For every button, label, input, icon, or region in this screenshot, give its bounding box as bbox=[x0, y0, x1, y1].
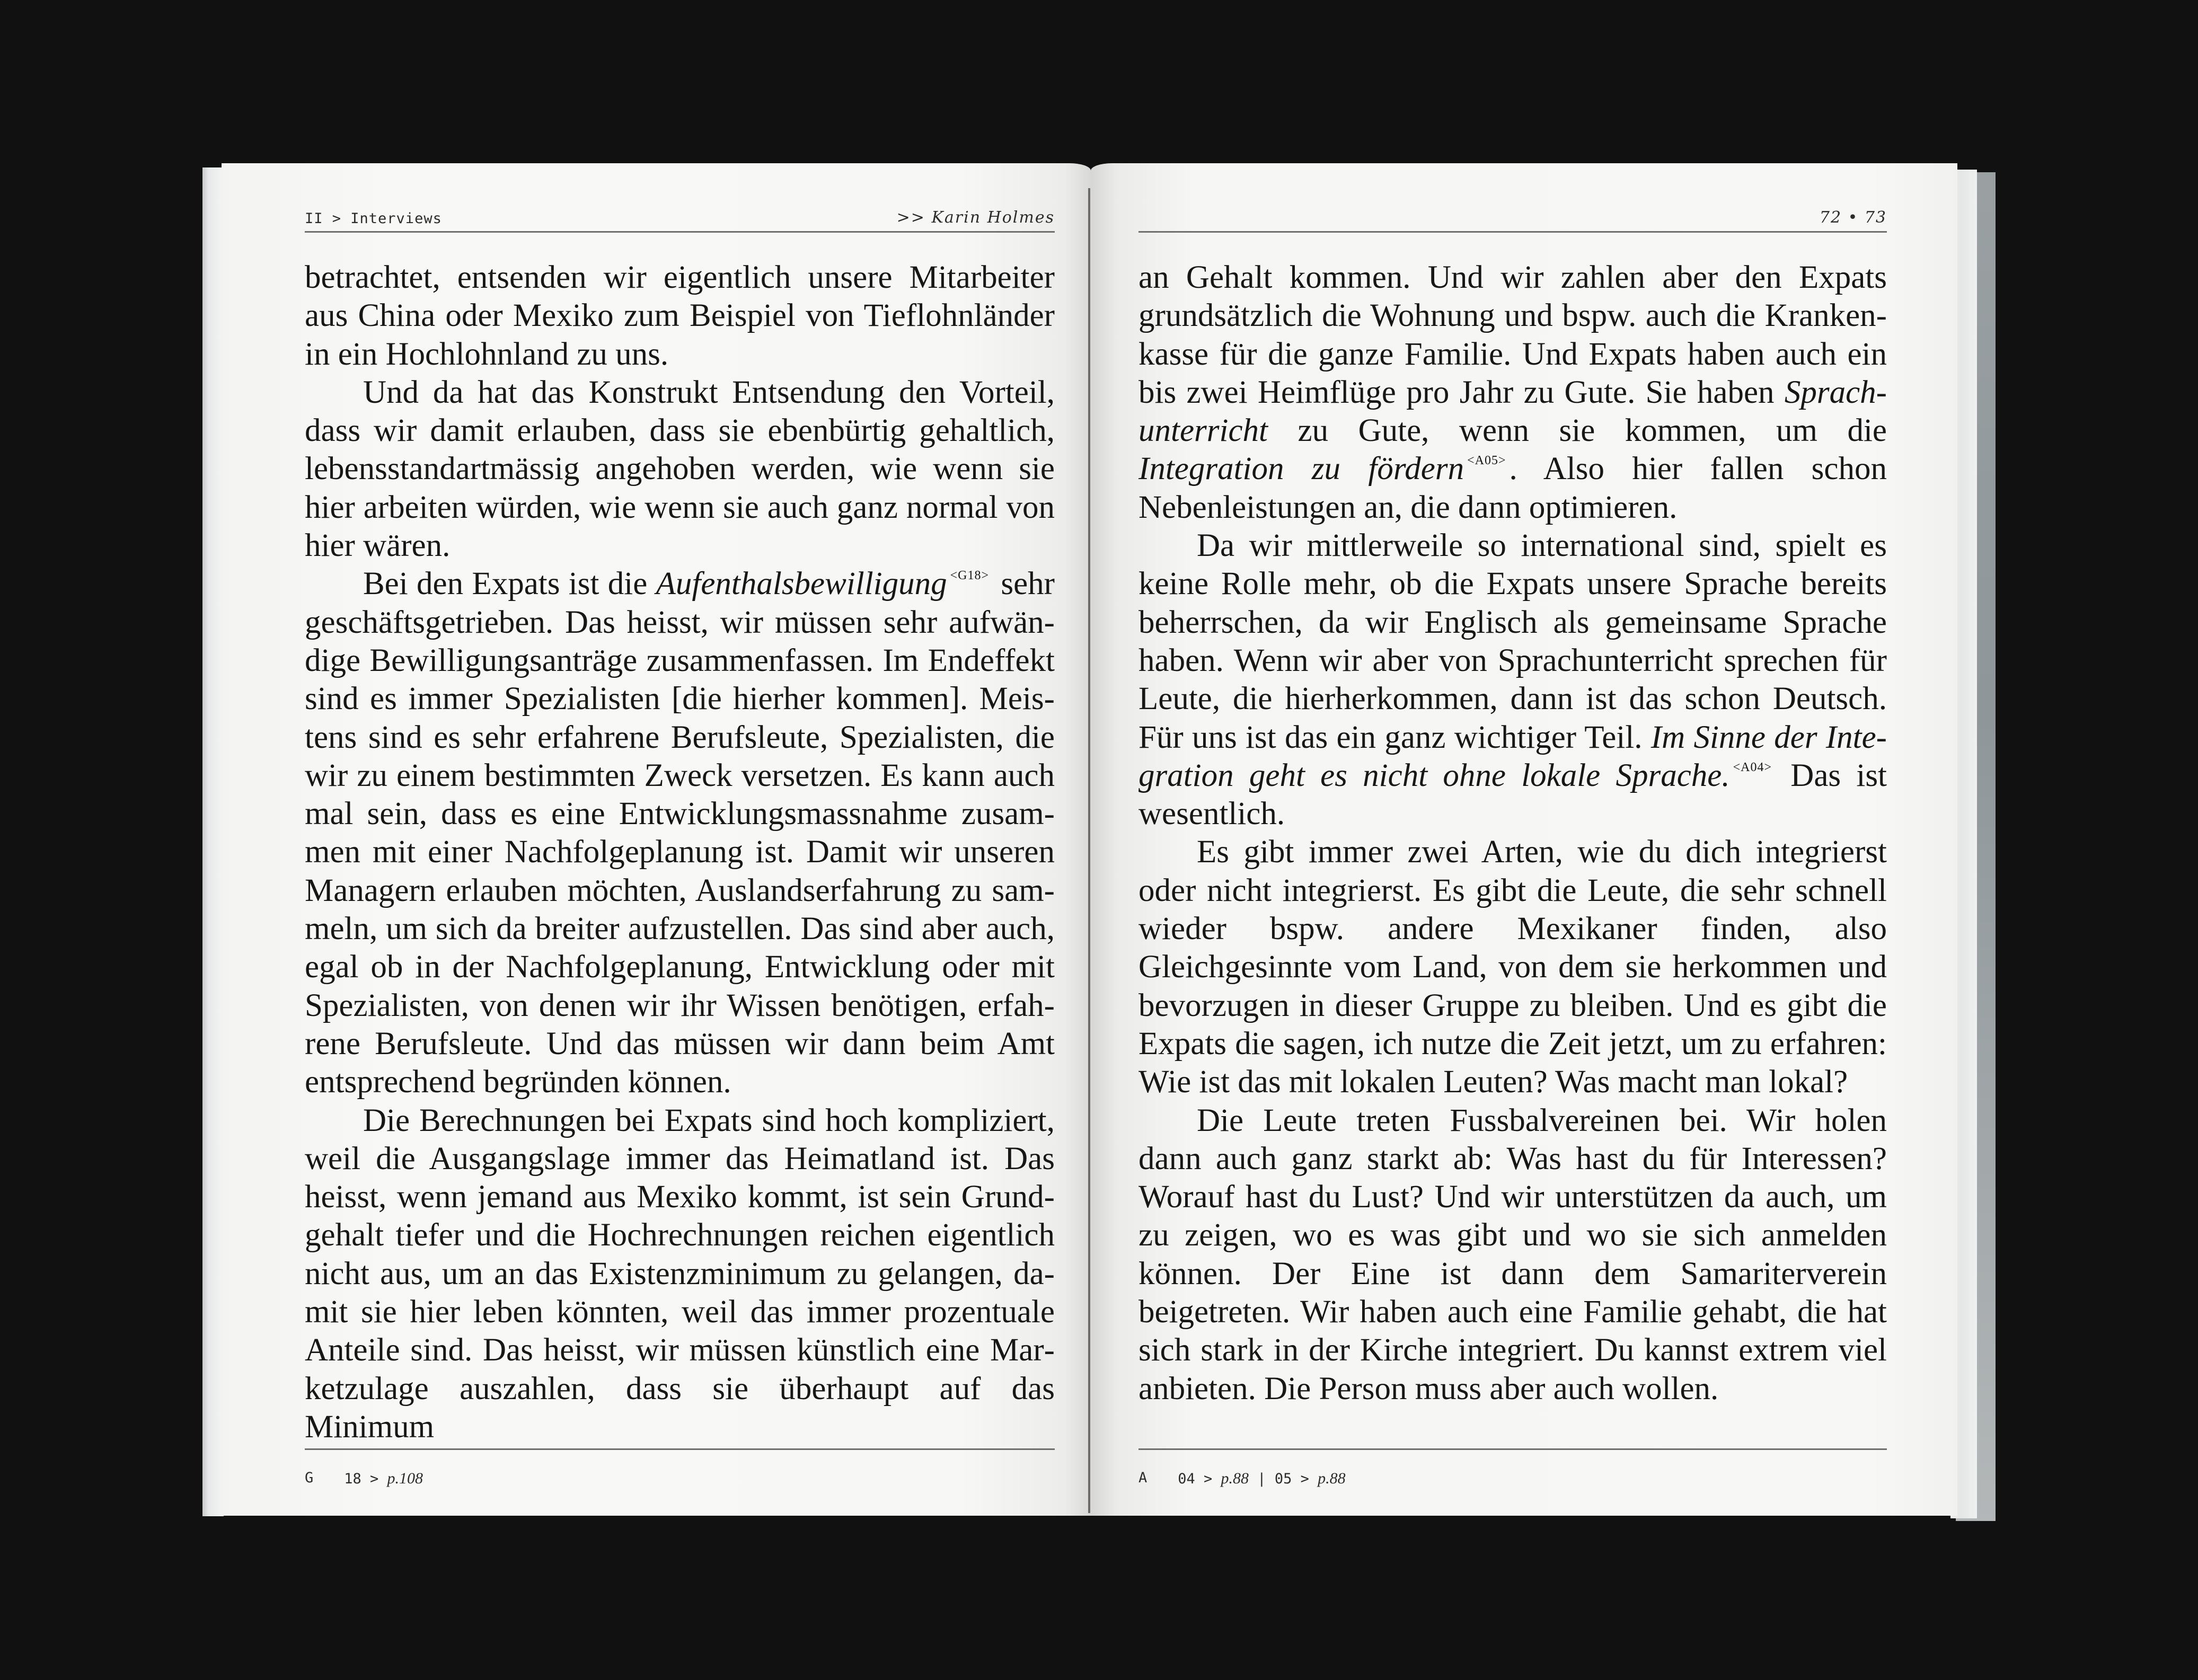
body-text: Das ist wesentlich. bbox=[1138, 757, 1887, 832]
glossary-reference: <A05> bbox=[1467, 454, 1506, 468]
left-page-edge-stack bbox=[202, 167, 224, 1516]
ref-page: p.88 bbox=[1318, 1470, 1346, 1487]
footnote-refs bbox=[344, 1470, 423, 1488]
body-text: Bei den Expats ist die bbox=[363, 566, 656, 602]
ref-number: 18 > bbox=[344, 1471, 387, 1487]
body-text: an Gehalt kommen. Und wir zahlen aber den Expats grundsätzlich die Wohnung und bspw. auch die Krankenkasse für die ganze Familie. Und Expats haben auch ein bis zwei Heimflüge pro Jahr zu Gute. Sie haben bbox=[1138, 260, 1887, 410]
left-footer bbox=[305, 1470, 423, 1488]
ref-number: 04 > bbox=[1178, 1471, 1221, 1487]
emphasis-text: Sprachunterricht bbox=[1138, 374, 1887, 449]
page-numbers: 72 • 73 bbox=[1819, 208, 1887, 227]
paragraph bbox=[1138, 527, 1887, 833]
left-page bbox=[222, 163, 1091, 1516]
body-text: Es gibt immer zwei Arten, wie du dich integrierst oder nicht integrierst. Es gibt die Leute, die sehr schnell wieder bspw. andere Mexikaner finden, also Gleichgesinnte vom Land, von dem sie herkommen und bevorzugen in dieser Gruppe zu bleiben. Und es gibt die Expats die sagen, ich nutze die Zeit jetzt, um zu erfahren: Wie ist das mit lokalen Leuten? Was macht man lokal? bbox=[1138, 834, 1887, 1100]
body-text: betrachtet, entsenden wir eigentlich unsere Mitarbeiter aus China oder Mexiko zum Beispiel von Tieflohnländer in ein Hochlohnland zu uns. bbox=[305, 260, 1055, 372]
body-text: Und da hat das Konstrukt Entsendung den Vorteil, dass wir damit erlauben, dass sie ebenbürtig gehaltlich, lebensstandartmässig angehoben werden, wie wenn sie hier arbeiten würden, wie wenn sie auch ganz normal von hier wären. bbox=[305, 374, 1055, 564]
ref-page: p.108 bbox=[387, 1470, 423, 1487]
body-text: . Also hier fallen schon Nebenleistungen an, die dann optimieren. bbox=[1138, 451, 1887, 525]
glossary-reference: <G18> bbox=[950, 569, 990, 583]
section-label: II > Interviews bbox=[305, 210, 442, 227]
body-text: Die Leute treten Fussbalvereinen bei. Wir holen dann auch ganz starkt ab: Was hast du für Interessen? Worauf hast du Lust? Und wir unterstützen da auch, um zu zeigen, wo es was gibt und wo sie sich anmelden können. Der Eine ist dann dem Samariterverein beigetreten. Wir haben auch eine Familie gehabt, die hat sich stark in der Kirche integriert. Du kannst extrem viel anbieten. Die Person muss aber auch wollen. bbox=[1138, 1102, 1887, 1407]
emphasis-text: Im Sinne der Integration geht es nicht ohne lokale Sprache. bbox=[1138, 719, 1887, 793]
glossary-reference: <A04> bbox=[1733, 760, 1772, 774]
header-rule bbox=[1138, 231, 1887, 233]
right-page bbox=[1091, 163, 1957, 1516]
ref-page: p.88 bbox=[1221, 1470, 1249, 1487]
paragraph bbox=[1138, 259, 1887, 527]
body-text: zu Gute, wenn sie kommen, um die bbox=[1267, 413, 1887, 449]
paragraph bbox=[305, 565, 1055, 1101]
interviewee-name: >> Karin Holmes bbox=[896, 208, 1055, 227]
paragraph bbox=[305, 259, 1055, 374]
glossary-letter: G bbox=[305, 1470, 314, 1486]
emphasis-text: Aufenthalsbewilligung bbox=[656, 566, 947, 602]
left-running-head bbox=[305, 200, 1055, 227]
footnote-refs bbox=[1178, 1470, 1345, 1488]
body-text: Da wir mittlerweile so international sind, spielt es keine Rolle mehr, ob die Expats unsere Sprache bereits beherrschen, da wir Englisch als gemeinsame Sprache haben. Wenn wir aber von Sprachunterricht sprechen für Leute, die hierherkommen, dann ist das schon Deutsch. Für uns ist das ein ganz wichtiger Teil. bbox=[1138, 528, 1887, 755]
paragraph bbox=[1138, 1102, 1887, 1408]
paragraph bbox=[1138, 833, 1887, 1101]
footer-rule bbox=[1138, 1448, 1887, 1450]
left-body-text bbox=[305, 259, 1055, 1446]
body-text: Die Berechnungen bei Expats sind hoch kompliziert, weil die Ausgangslage immer das Heimatland ist. Das heisst, wenn jemand aus Mexiko kommt, ist sein Grundgehalt tiefer und die Hochrechnungen reichen eigentlich nicht aus, um an das Existenzminimum zu gelangen, damit sie hier leben könnten, weil das immer prozentuale Anteile sind. Das heisst, wir müssen künstlich eine Marketzulage auszahlen, dass sie überhaupt auf das Minimum bbox=[305, 1102, 1055, 1445]
emphasis-text: Integration zu fördern bbox=[1138, 451, 1464, 487]
right-body-text bbox=[1138, 259, 1887, 1408]
header-rule bbox=[305, 231, 1055, 233]
paragraph bbox=[305, 374, 1055, 565]
paragraph bbox=[305, 1102, 1055, 1447]
ref-divider: | bbox=[1249, 1471, 1275, 1487]
book-gutter bbox=[1088, 188, 1090, 1513]
body-text: sehr geschäftsgetrieben. Das heisst, wir müssen sehr aufwändige Bewilligungsanträge zusammenfassen. Im Endeffekt sind es immer Spezialisten [die hierher kommen]. Meistens sind es sehr erfahrene Berufsleute, Spezialisten, die wir zu einem bestimmten Zweck versetzen. Es kann auch mal sein, dass es eine Entwicklungsmassnahme zusammen mit einer Nachfolgeplanung ist. Damit wir unseren Managern erlauben möchten, Auslandserfahrung zu sammeln, um sich da breiter aufzustellen. Das sind aber auch, egal ob in der Nachfolgeplanung, Entwicklung oder mit Spezialisten, von denen wir ihr Wissen benötigen, erfahrene Berufsleute. Und das müssen wir dann beim Amt entsprechend begründen können. bbox=[305, 566, 1055, 1100]
glossary-letter: A bbox=[1138, 1470, 1147, 1486]
right-footer bbox=[1138, 1470, 1346, 1488]
right-running-head bbox=[1138, 200, 1887, 227]
footer-rule bbox=[305, 1448, 1055, 1450]
ref-number: 05 > bbox=[1274, 1471, 1318, 1487]
